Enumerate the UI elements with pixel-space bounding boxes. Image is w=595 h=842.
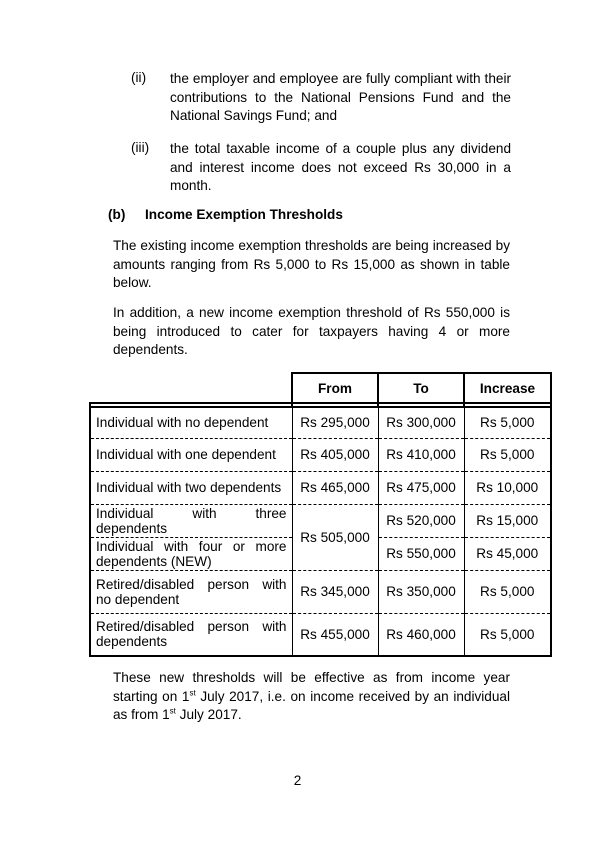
row-increase: Rs 5,000 bbox=[464, 407, 551, 438]
row-from: Rs 465,000 bbox=[292, 471, 378, 504]
row-increase: Rs 15,000 bbox=[464, 504, 551, 537]
table-header-empty bbox=[90, 373, 292, 403]
row-to: Rs 460,000 bbox=[378, 613, 464, 656]
row-label-line: dependents bbox=[96, 634, 168, 650]
row-label bbox=[90, 613, 292, 656]
closing-paragraph bbox=[113, 669, 510, 725]
section-title: Income Exemption Thresholds bbox=[145, 207, 343, 222]
list-item-text: the employer and employee are fully compliant with their contributions to the National Pensions Fund and the National Savings Fund; and bbox=[170, 71, 511, 123]
row-label-line: Retired/disabled person with bbox=[96, 576, 287, 592]
row-label bbox=[90, 537, 292, 570]
closing-text: July 2017. bbox=[175, 707, 242, 722]
table-row bbox=[90, 471, 551, 504]
table-row bbox=[90, 438, 551, 471]
table-header-increase: Increase bbox=[464, 373, 551, 403]
thresholds-table bbox=[89, 372, 552, 657]
row-from: Rs 345,000 bbox=[292, 570, 378, 613]
table-row bbox=[90, 613, 551, 656]
row-label-line: Individual with four or more bbox=[96, 538, 287, 554]
row-label-line: dependents (NEW) bbox=[96, 553, 212, 569]
table-row bbox=[90, 407, 551, 438]
page-number: 2 bbox=[293, 773, 302, 788]
row-from: Rs 455,000 bbox=[292, 613, 378, 656]
row-from-merged: Rs 505,000 bbox=[292, 504, 378, 570]
row-to: Rs 520,000 bbox=[378, 504, 464, 537]
ordinal-suffix: st bbox=[189, 687, 196, 697]
row-increase: Rs 5,000 bbox=[464, 613, 551, 656]
row-increase: Rs 5,000 bbox=[464, 438, 551, 471]
row-to: Rs 410,000 bbox=[378, 438, 464, 471]
closing-text: July 2017, i.e. on income received by an individual as from 1 bbox=[113, 688, 511, 722]
row-label-line: dependents bbox=[96, 520, 168, 536]
row-label-line: Retired/disabled person with bbox=[96, 619, 287, 635]
row-to: Rs 475,000 bbox=[378, 471, 464, 504]
list-item-text: the total taxable income of a couple plus any dividend and interest income does not exceed Rs 30,000 in a month. bbox=[170, 141, 511, 193]
paragraph: In addition, a new income exemption threshold of Rs 550,000 is being introduced to cater for taxpayers having 4 or more dependents. bbox=[113, 305, 510, 357]
section-letter: (b) bbox=[108, 207, 126, 222]
row-label-line: no dependent bbox=[96, 591, 180, 607]
row-to: Rs 550,000 bbox=[378, 537, 464, 570]
table-row bbox=[90, 570, 551, 613]
table-header-to: To bbox=[378, 373, 464, 403]
row-label bbox=[90, 504, 292, 537]
row-from: Rs 295,000 bbox=[292, 407, 378, 438]
row-label: Individual with one dependent bbox=[90, 438, 292, 471]
table-row bbox=[90, 504, 551, 537]
list-item-number: (iii) bbox=[131, 140, 150, 155]
row-label-line: Individual with three bbox=[96, 505, 287, 521]
closing-text: These new thresholds will be effective as from income year starting on 1 bbox=[113, 670, 510, 704]
row-increase: Rs 45,000 bbox=[464, 537, 551, 570]
row-increase: Rs 5,000 bbox=[464, 570, 551, 613]
ordinal-suffix: st bbox=[169, 706, 176, 716]
paragraph: The existing income exemption thresholds are being increased by amounts ranging from Rs 5,000 to Rs 15,000 as shown in table below. bbox=[113, 238, 510, 290]
row-to: Rs 350,000 bbox=[378, 570, 464, 613]
table-header-from: From bbox=[292, 373, 378, 403]
section-heading bbox=[108, 207, 343, 222]
row-increase: Rs 10,000 bbox=[464, 471, 551, 504]
table-header-row bbox=[90, 373, 551, 403]
list-item-number: (ii) bbox=[131, 70, 147, 85]
row-from: Rs 405,000 bbox=[292, 438, 378, 471]
row-label: Individual with two dependents bbox=[90, 471, 292, 504]
row-label: Individual with no dependent bbox=[90, 407, 292, 438]
row-label bbox=[90, 570, 292, 613]
row-to: Rs 300,000 bbox=[378, 407, 464, 438]
